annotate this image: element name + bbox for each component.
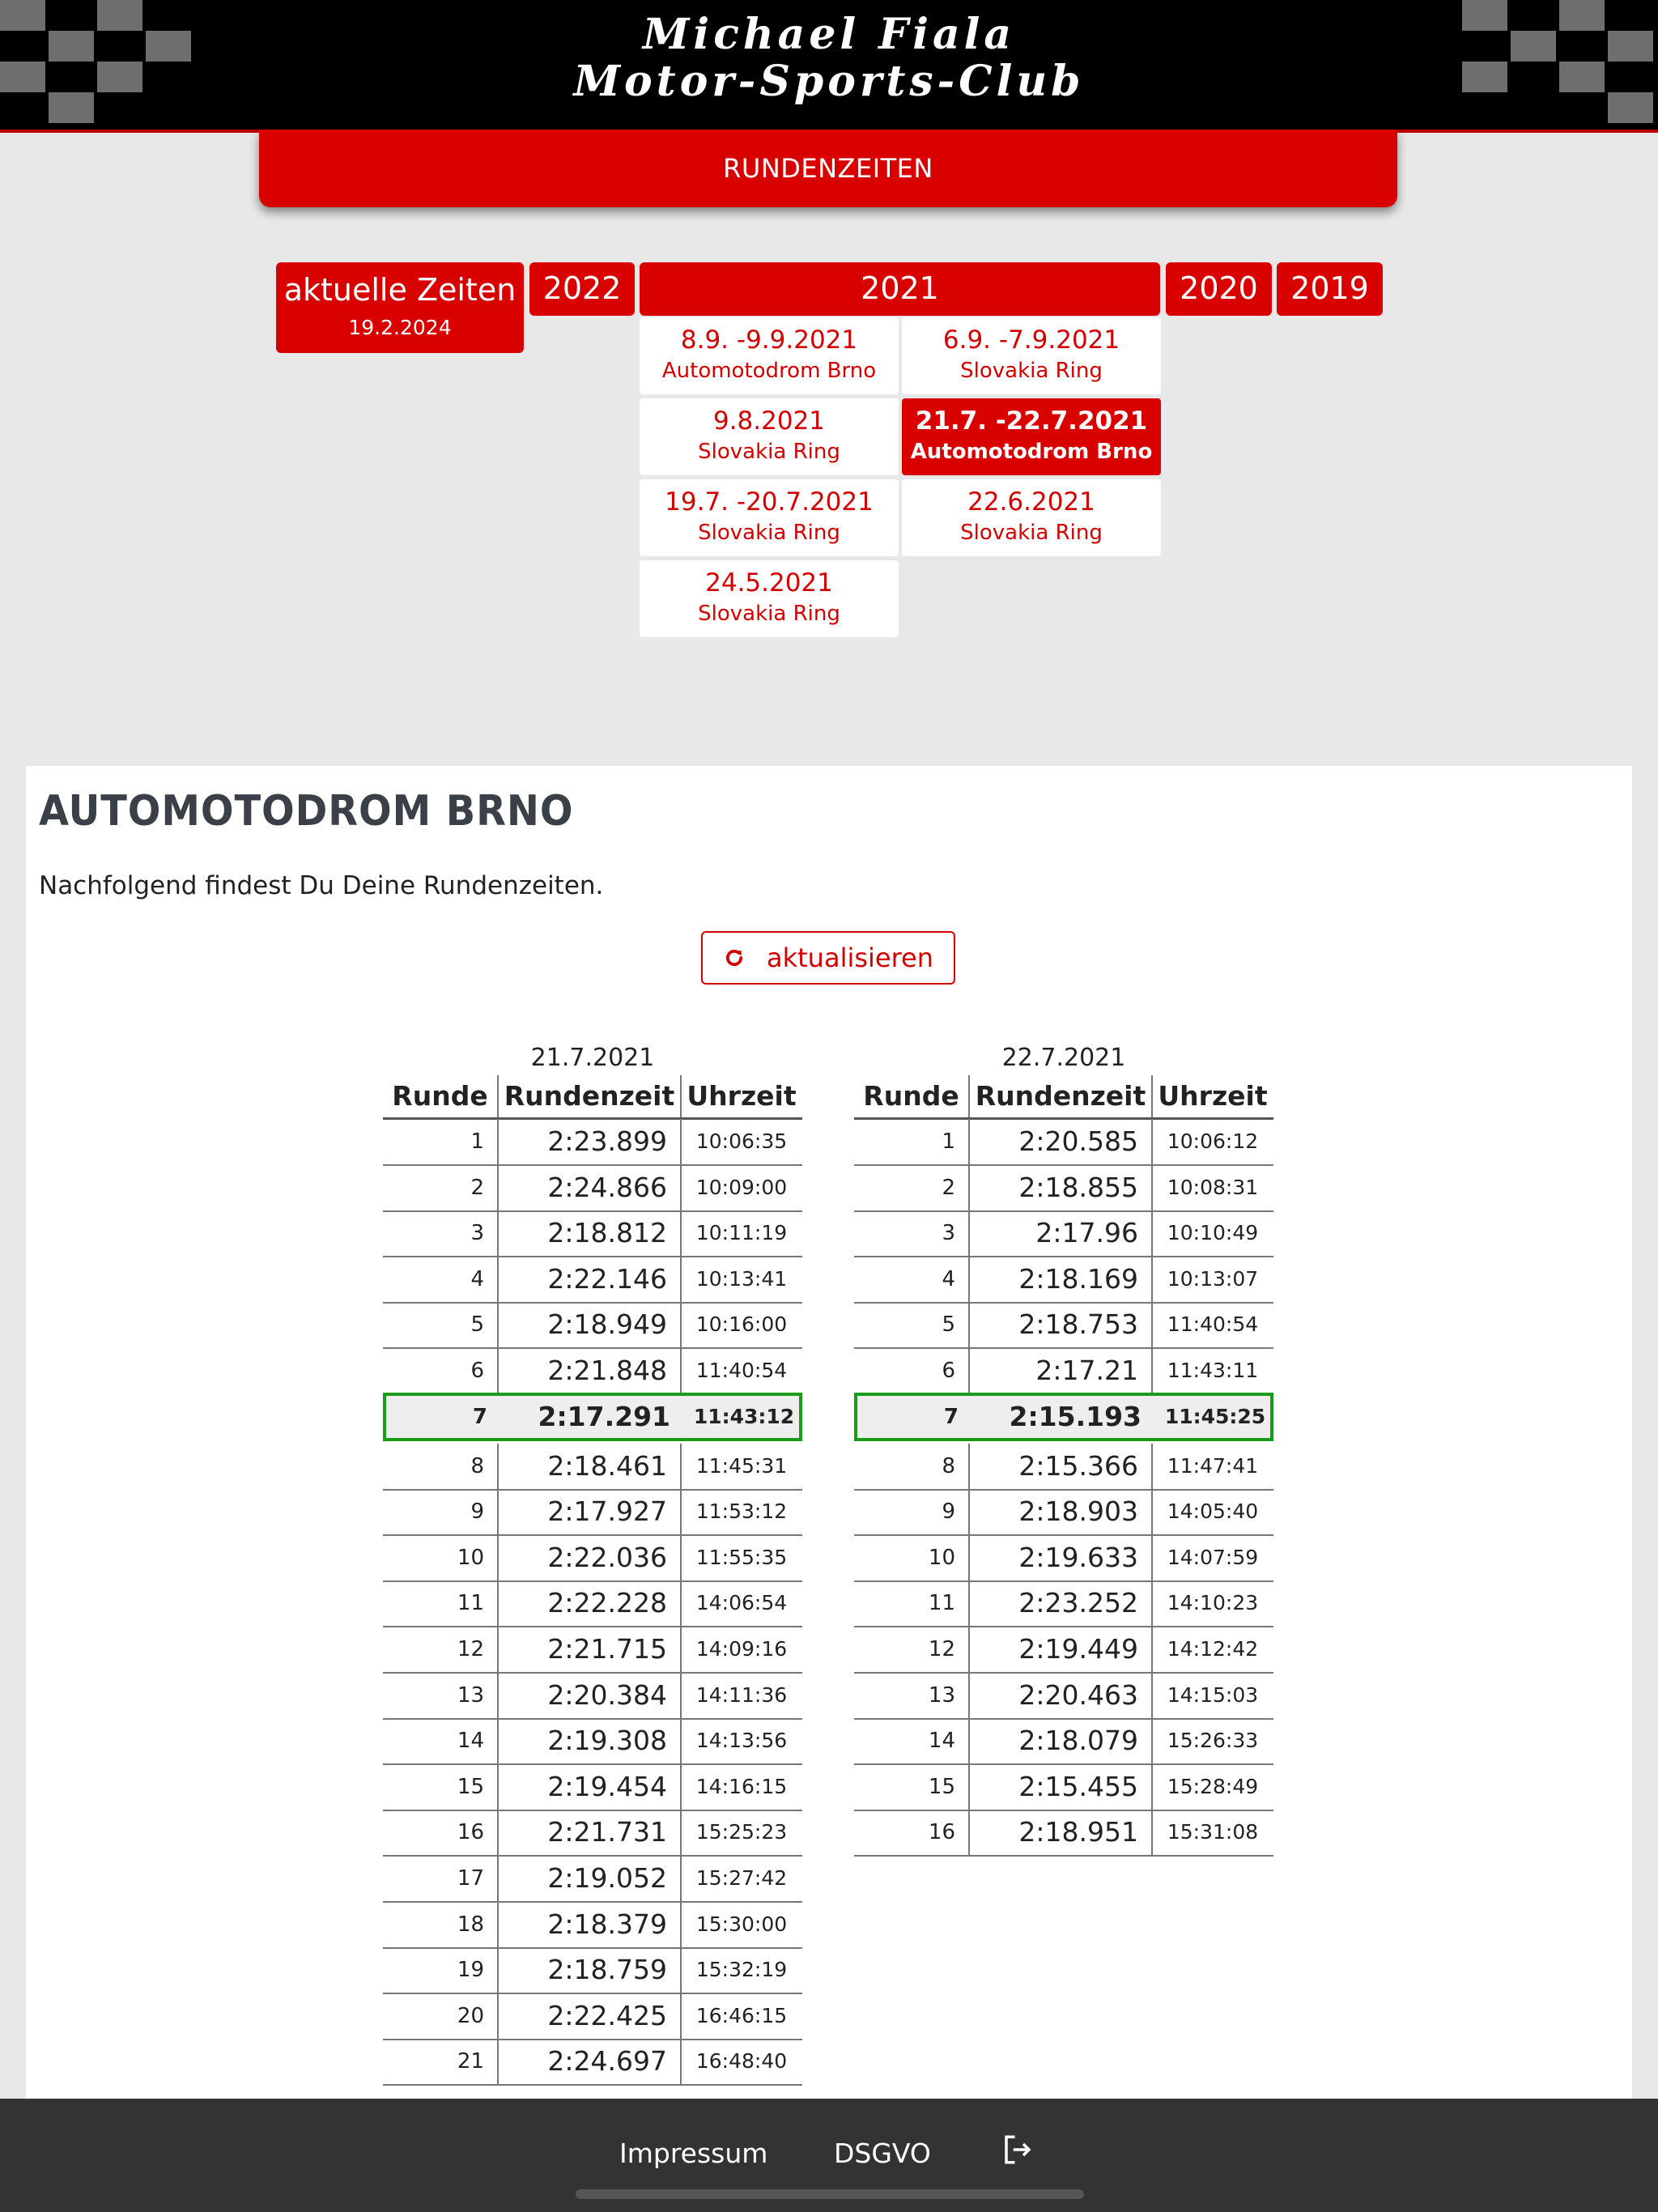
table-row: [383, 1947, 802, 1994]
lap-time: 2:18.079: [968, 1718, 1151, 1763]
lap-number: 14: [928, 1729, 955, 1754]
lap-time: 2:17.291: [538, 1400, 670, 1432]
table-row: [854, 1718, 1273, 1765]
lap-time: 2:20.463: [968, 1673, 1151, 1718]
lap-time: 2:20.585: [968, 1119, 1151, 1164]
lap-clock: 16:46:15: [680, 1993, 801, 2039]
lap-number: 9: [942, 1499, 955, 1525]
lap-clock: 14:15:03: [1151, 1673, 1273, 1718]
lap-number: 21: [457, 2049, 484, 2074]
lap-time: 2:22.425: [497, 1993, 680, 2039]
table-row: [854, 1302, 1273, 1349]
lap-time: 2:18.949: [497, 1302, 680, 1347]
table-row: [383, 1210, 802, 1257]
lap-clock: 11:40:54: [680, 1348, 801, 1393]
lap-number: 17: [457, 1866, 484, 1891]
table-row: [854, 1673, 1273, 1720]
event-date: 21.7. -22.7.2021: [915, 406, 1148, 436]
lap-clock: 14:06:54: [680, 1580, 801, 1626]
table-date: 22.7.2021: [1001, 1044, 1126, 1072]
page-title-bar: RUNDENZEITEN: [259, 130, 1397, 207]
event-date: 9.8.2021: [712, 406, 826, 436]
table-row: [854, 1489, 1273, 1536]
lap-number: 3: [470, 1221, 484, 1246]
event-item[interactable]: [640, 317, 899, 394]
lap-number: 7: [472, 1404, 487, 1429]
lap-number: 10: [457, 1545, 484, 1570]
lap-number: 6: [470, 1359, 484, 1383]
table-row: [854, 1580, 1273, 1627]
lap-time: 2:17.21: [968, 1348, 1151, 1393]
lap-time: 2:21.731: [497, 1810, 680, 1855]
tab-current-label: aktuelle Zeiten: [283, 272, 517, 308]
lap-clock: 15:30:00: [680, 1902, 801, 1947]
lap-time: 2:20.384: [497, 1673, 680, 1718]
lap-clock: 14:12:42: [1151, 1627, 1273, 1672]
lap-time: 2:15.193: [1009, 1400, 1141, 1432]
lap-number: 20: [457, 2003, 484, 2028]
lap-time: 2:18.951: [968, 1810, 1151, 1855]
event-item[interactable]: [902, 479, 1161, 556]
col-laptime: Rundenzeit: [497, 1075, 680, 1117]
lap-number: 5: [942, 1312, 955, 1338]
lap-time: 2:22.036: [497, 1535, 680, 1580]
lap-number: 16: [928, 1820, 955, 1845]
refresh-icon: [723, 946, 746, 969]
table-row: [383, 1993, 802, 2040]
lap-number: 1: [470, 1129, 484, 1154]
lap-time: 2:19.308: [497, 1718, 680, 1763]
lap-time: 2:19.633: [968, 1535, 1151, 1580]
table-row: [854, 1165, 1273, 1212]
lap-time: 2:18.812: [497, 1210, 680, 1256]
lap-clock: 10:10:49: [1151, 1210, 1273, 1256]
table-row: [854, 1535, 1273, 1582]
lap-time: 2:21.715: [497, 1627, 680, 1672]
lap-number: 12: [928, 1637, 955, 1661]
lap-time: 2:19.454: [497, 1764, 680, 1810]
lap-time: 2:22.146: [497, 1257, 680, 1302]
col-lap: Runde: [863, 1080, 959, 1112]
lap-clock: 14:11:36: [680, 1673, 801, 1718]
tab-current-times[interactable]: [276, 262, 524, 353]
event-item[interactable]: [902, 317, 1161, 394]
refresh-label: aktualisieren: [766, 942, 934, 973]
lap-clock: 15:26:33: [1151, 1718, 1273, 1763]
table-row: [383, 1535, 802, 1582]
event-date: 8.9. -9.9.2021: [680, 325, 858, 355]
table-row: [383, 2039, 802, 2086]
table-row: [383, 1718, 802, 1765]
lap-time: 2:15.455: [968, 1764, 1151, 1810]
site-header: [0, 0, 1658, 133]
brand-name: Michael Fiala: [642, 10, 1016, 59]
event-track: Slovakia Ring: [698, 602, 840, 626]
lap-clock: 10:08:31: [1151, 1165, 1273, 1210]
table-row: [383, 1580, 802, 1627]
lap-clock: 14:05:40: [1151, 1489, 1273, 1534]
lap-clock: 15:27:42: [680, 1856, 801, 1901]
lap-clock: 15:28:49: [1151, 1764, 1273, 1810]
lap-clock: 15:25:23: [680, 1810, 801, 1855]
table-row: [854, 1444, 1273, 1491]
lap-number: 4: [470, 1266, 484, 1291]
lap-time: 2:18.379: [497, 1902, 680, 1947]
impressum-link[interactable]: Impressum: [619, 2138, 768, 2169]
lap-time: 2:18.461: [497, 1444, 680, 1489]
lap-number: 9: [470, 1499, 484, 1525]
lap-number: 1: [942, 1129, 955, 1154]
col-clock: Uhrzeit: [680, 1075, 801, 1117]
refresh-button[interactable]: [701, 931, 955, 985]
table-row: [854, 1764, 1273, 1811]
lap-clock: 11:53:12: [680, 1489, 801, 1534]
tab-current-date: 19.2.2024: [348, 316, 452, 339]
lap-number: 13: [928, 1682, 955, 1708]
lap-clock: 14:16:15: [680, 1764, 801, 1810]
lap-number: 13: [457, 1682, 484, 1708]
lap-clock: 11:45:25: [1164, 1404, 1266, 1428]
lap-clock: 10:16:00: [680, 1302, 801, 1347]
lap-time: 2:17.96: [968, 1210, 1151, 1256]
lap-number: 16: [457, 1820, 484, 1845]
lap-number: 15: [457, 1774, 484, 1799]
lap-time: 2:23.252: [968, 1580, 1151, 1626]
lap-number: 8: [942, 1453, 955, 1478]
lap-number: 3: [942, 1221, 955, 1246]
lap-clock: 14:07:59: [1151, 1535, 1273, 1580]
intro-text: Nachfolgend findest Du Deine Rundenzeiten.: [39, 871, 604, 900]
table-row: [383, 1810, 802, 1857]
lap-clock: 10:06:12: [1151, 1119, 1273, 1164]
dsgvo-link[interactable]: DSGVO: [834, 2138, 931, 2169]
lap-number: 15: [928, 1774, 955, 1799]
lap-time: 2:23.899: [497, 1119, 680, 1164]
lap-time: 2:15.366: [968, 1444, 1151, 1489]
lap-time: 2:18.903: [968, 1489, 1151, 1534]
lap-number: 19: [457, 1958, 484, 1983]
lap-clock: 14:09:16: [680, 1627, 801, 1672]
lap-clock: 10:13:07: [1151, 1257, 1273, 1302]
table-header: [383, 1075, 802, 1120]
table-row-best-lap: [383, 1393, 802, 1441]
page-title: AUTOMOTODROM BRNO: [39, 787, 574, 836]
table-row-best-lap: [854, 1393, 1273, 1441]
lap-number: 11: [928, 1591, 955, 1616]
tab-2019[interactable]: 2019: [1277, 262, 1383, 316]
lap-clock: 11:43:12: [693, 1404, 795, 1428]
lap-time: 2:19.052: [497, 1856, 680, 1901]
event-track: Automotodrom Brno: [661, 359, 877, 383]
lap-time: 2:18.753: [968, 1302, 1151, 1347]
table-row: [854, 1627, 1273, 1674]
lap-clock: 15:31:08: [1151, 1810, 1273, 1855]
event-track: Slovakia Ring: [960, 359, 1103, 383]
lap-number: 8: [470, 1453, 484, 1478]
event-track: Slovakia Ring: [698, 440, 840, 464]
lap-clock: 11:45:31: [680, 1444, 801, 1489]
col-lap: Runde: [392, 1080, 488, 1112]
brand-club: Motor-Sports-Club: [573, 57, 1085, 106]
lap-number: 12: [457, 1637, 484, 1661]
lap-number: 5: [470, 1312, 484, 1338]
lap-number: 6: [942, 1359, 955, 1383]
table-date: 21.7.2021: [530, 1044, 655, 1072]
lap-time: 2:19.449: [968, 1627, 1151, 1672]
lap-number: 11: [457, 1591, 484, 1616]
table-row: [383, 1302, 802, 1349]
lap-clock: 14:10:23: [1151, 1580, 1273, 1626]
event-track: Slovakia Ring: [698, 521, 840, 545]
lap-number: 4: [942, 1266, 955, 1291]
lap-time: 2:24.866: [497, 1165, 680, 1210]
lap-time: 2:17.927: [497, 1489, 680, 1534]
home-indicator[interactable]: [576, 2189, 1084, 2199]
event-track: Slovakia Ring: [960, 521, 1103, 545]
col-clock: Uhrzeit: [1151, 1075, 1273, 1117]
table-row: [383, 1257, 802, 1304]
lap-clock: 15:32:19: [680, 1947, 801, 1993]
lap-clock: 14:13:56: [680, 1718, 801, 1763]
lap-time: 2:21.848: [497, 1348, 680, 1393]
lap-clock: 10:13:41: [680, 1257, 801, 1302]
lap-time: 2:22.228: [497, 1580, 680, 1626]
table-row: [854, 1257, 1273, 1304]
table-row: [854, 1810, 1273, 1857]
table-row: [854, 1119, 1273, 1166]
table-row: [383, 1673, 802, 1720]
tab-2022[interactable]: 2022: [529, 262, 635, 316]
table-row: [383, 1627, 802, 1674]
lap-time: 2:24.697: [497, 2039, 680, 2084]
lap-clock: 11:47:41: [1151, 1444, 1273, 1489]
lap-time: 2:18.855: [968, 1165, 1151, 1210]
table-row: [854, 1210, 1273, 1257]
event-date: 19.7. -20.7.2021: [665, 487, 874, 517]
lap-time: 2:18.759: [497, 1947, 680, 1993]
event-date: 6.9. -7.9.2021: [942, 325, 1120, 355]
lap-clock: 11:40:54: [1151, 1302, 1273, 1347]
event-item-selected[interactable]: [902, 398, 1161, 475]
table-row: [383, 1165, 802, 1212]
table-row: [383, 1902, 802, 1949]
table-row: [383, 1856, 802, 1903]
event-item[interactable]: [640, 560, 899, 637]
table-row: [383, 1764, 802, 1811]
event-item[interactable]: [640, 479, 899, 556]
event-date: 22.6.2021: [967, 487, 1095, 517]
table-row: [383, 1489, 802, 1536]
tab-2020[interactable]: 2020: [1166, 262, 1272, 316]
event-track: Automotodrom Brno: [910, 440, 1153, 464]
lap-clock: 16:48:40: [680, 2039, 801, 2084]
col-laptime: Rundenzeit: [968, 1075, 1151, 1117]
tab-2021[interactable]: 2021: [640, 262, 1160, 316]
lap-time: 2:18.169: [968, 1257, 1151, 1302]
lap-number: 14: [457, 1729, 484, 1754]
lap-clock: 10:06:35: [680, 1119, 801, 1164]
lap-number: 2: [942, 1175, 955, 1200]
lap-clock: 11:55:35: [680, 1535, 801, 1580]
lap-number: 7: [943, 1404, 959, 1429]
lap-clock: 10:09:00: [680, 1165, 801, 1210]
lap-number: 18: [457, 1912, 484, 1937]
event-date: 24.5.2021: [705, 568, 833, 598]
table-row: [383, 1119, 802, 1166]
table-row: [854, 1348, 1273, 1395]
lap-number: 10: [928, 1545, 955, 1570]
event-item[interactable]: [640, 398, 899, 475]
logout-icon[interactable]: [1001, 2133, 1035, 2167]
table-header: [854, 1075, 1273, 1120]
table-row: [383, 1444, 802, 1491]
lap-clock: 10:11:19: [680, 1210, 801, 1256]
table-row: [383, 1348, 802, 1395]
lap-number: 2: [470, 1175, 484, 1200]
lap-clock: 11:43:11: [1151, 1348, 1273, 1393]
